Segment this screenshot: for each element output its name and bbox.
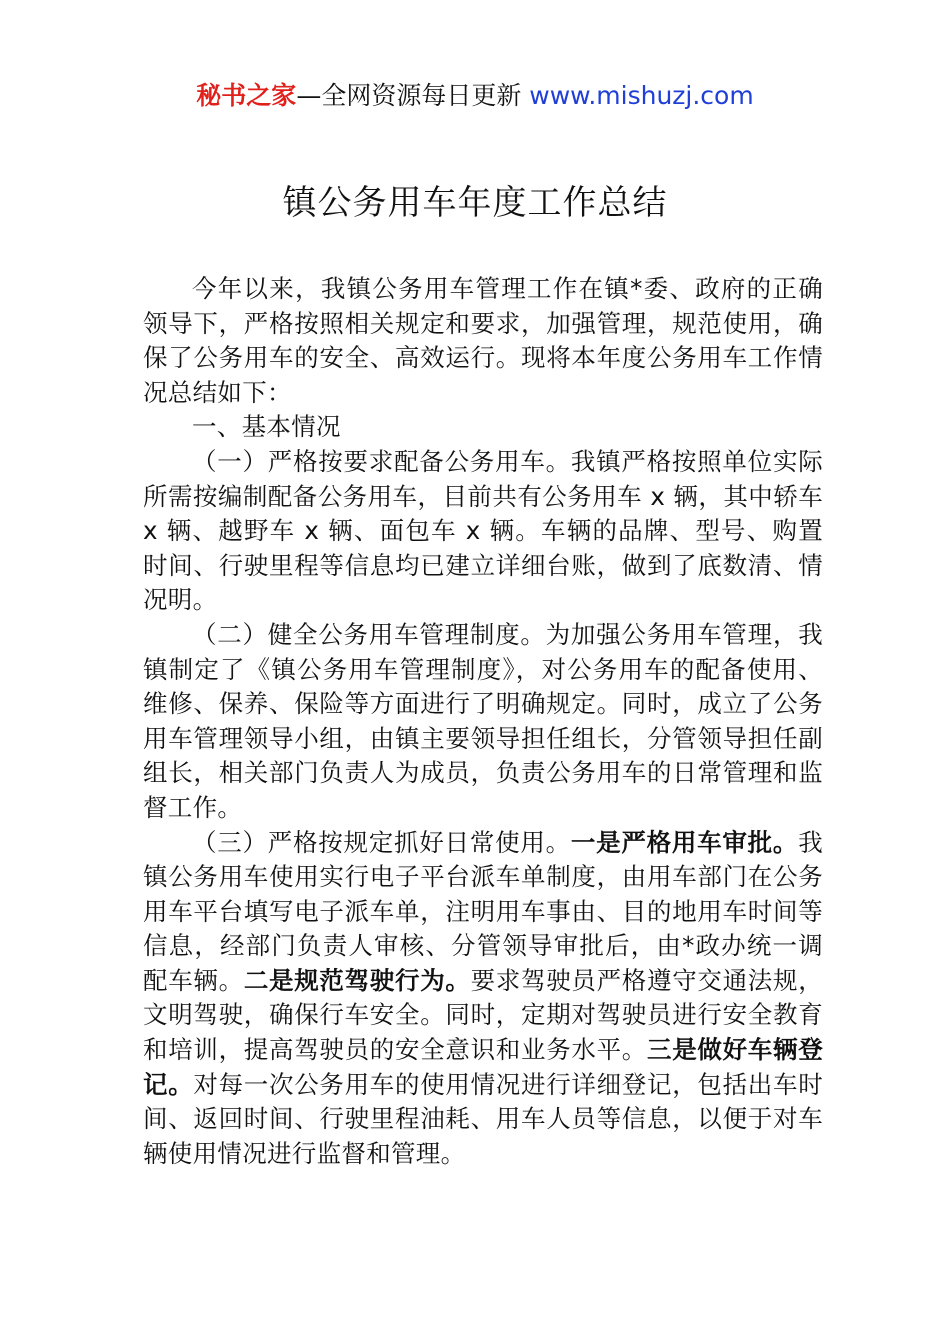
- item-3-point-1-text: 我镇公务用车使用实行电子平台派车单制度，由用车部门在公务用车平台填写电子派车单，注明用车事由、目的地用车时间等信息，经部门负责人审核、分管领导审批后，由*政办统一调配车辆。: [143, 827, 824, 995]
- site-header: [0, 80, 950, 112]
- section-heading-basic-situation: 一、基本情况: [192, 412, 341, 442]
- intro-paragraph: 今年以来，我镇公务用车管理工作在镇*委、政府的正确领导下，严格按照相关规定和要求，加强管理，规范使用，确保了公务用车的安全、高效运行。现将本年度公务用车工作情况总结如下：: [143, 274, 823, 407]
- item-3-lead: （三）严格按规定抓好日常使用。: [192, 827, 571, 857]
- brand-name: 秘书之家: [196, 81, 297, 110]
- item-3-point-3-title: 三是做好车辆登记。: [143, 1035, 823, 1099]
- paragraph-item-2: （二）健全公务用车管理制度。为加强公务用车管理，我镇制定了《镇公务用车管理制度》，对公务用车的配备使用、维修、保养、保险等方面进行了明确规定。同时，成立了公务用车管理领导小组，由镇主要领导担任组长，分管领导担任副组长，相关部门负责人为成员，负责公务用车的日常管理和监督工作。: [143, 619, 823, 822]
- item-3-point-2-title: 二是规范驾驶行为。: [243, 965, 471, 995]
- site-url-link[interactable]: www.mishuzj.com: [529, 81, 754, 110]
- document-body: [143, 272, 823, 1171]
- item-3-point-3-text: 对每一次公务用车的使用情况进行详细登记，包括出车时间、返回时间、行驶里程油耗、用车人员等信息，以便于对车辆使用情况进行监督和管理。: [143, 1069, 823, 1168]
- item-3-point-2-text: 要求驾驶员严格遵守交通法规，文明驾驶，确保行车安全。同时，定期对驾驶员进行安全教育和培训，提高驾驶员的安全意识和业务水平。: [143, 965, 824, 1065]
- header-tagline: —全网资源每日更新: [296, 81, 522, 110]
- paragraph-item-1: （一）严格按要求配备公务用车。我镇严格按照单位实际所需按编制配备公务用车，目前共有公务用车 x 辆，其中轿车 x 辆、越野车 x 辆、面包车 x 辆。车辆的品牌、型号、购置时间、行驶里程等信息均已建立详细台账，做到了底数清、情况明。: [143, 446, 823, 615]
- paragraph-item-3: [143, 826, 823, 1172]
- document-title: 镇公务用车年度工作总结: [282, 183, 668, 223]
- item-3-point-1-title: 一是严格用车审批。: [570, 827, 799, 857]
